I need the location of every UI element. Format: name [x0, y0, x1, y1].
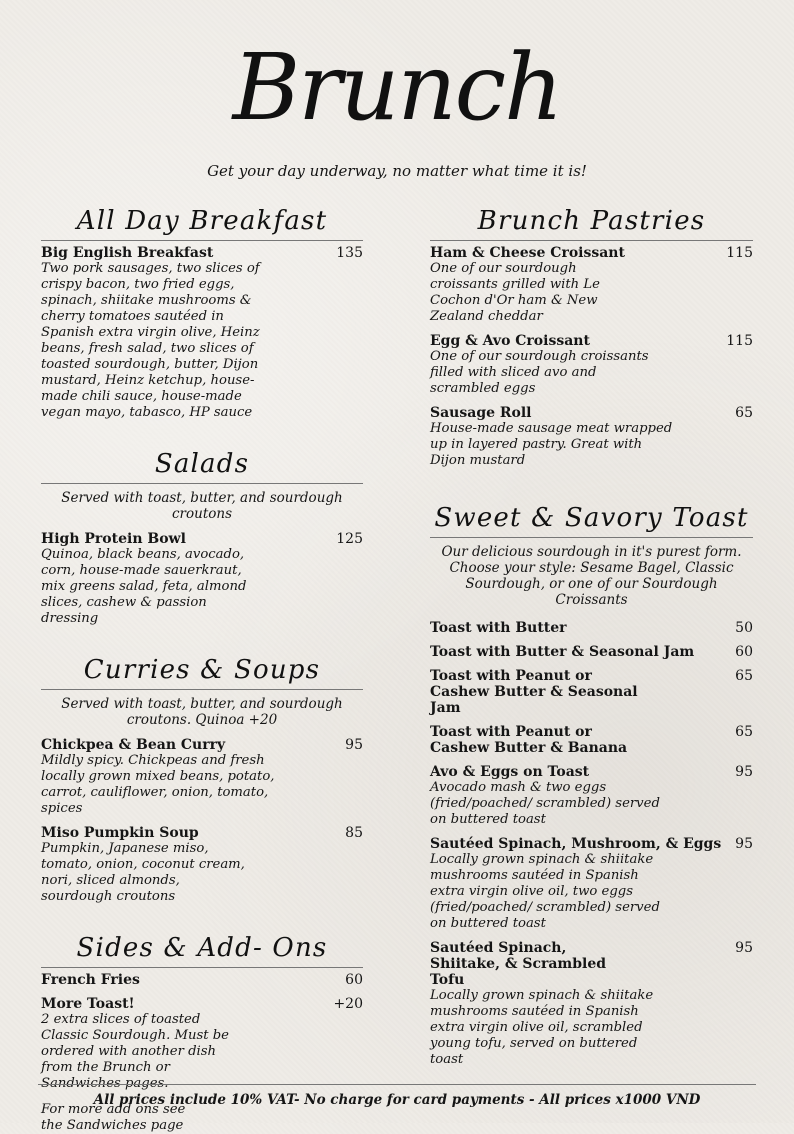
item-price: 125 [336, 531, 363, 547]
menu-item [430, 333, 753, 397]
section-heading: Brunch Pastries [430, 204, 753, 241]
item-name: Toast with Peanut or Cashew Butter & Seasonal Jam [430, 668, 638, 716]
item-price: 95 [735, 764, 753, 780]
item-price: 95 [735, 940, 753, 956]
item-name: Miso Pumpkin Soup [41, 825, 199, 841]
item-price: 60 [345, 972, 363, 988]
section-curries [41, 653, 363, 905]
footer-note: All prices include 10% VAT- No charge for card payments - All prices x1000 VND [93, 1092, 701, 1108]
item-name: Ham & Cheese Croissant [430, 245, 625, 261]
item-name: Toast with Butter [430, 620, 567, 636]
menu-item [430, 405, 753, 469]
menu-item [430, 644, 753, 660]
item-name: Avo & Eggs on Toast [430, 764, 590, 780]
item-price: 95 [345, 737, 363, 753]
item-price: 65 [735, 405, 753, 421]
menu-item [430, 940, 753, 1068]
sides-note: For more add ons see the Sandwiches page [41, 1102, 186, 1133]
footer-divider [38, 1084, 756, 1085]
item-description: Locally grown spinach & shiitake mushrooms sautéed in Spanish extra virgin olive oil, scrambled young tofu, served on buttered toast [430, 988, 654, 1067]
menu-item [41, 972, 363, 988]
section-note: Served with toast, butter, and sourdough croutons. Quinoa +20 [61, 696, 343, 728]
item-name: Toast with Peanut or Cashew Butter & Banana [430, 724, 628, 756]
item-description: 2 extra slices of toasted Classic Sourdough. Must be ordered with another dish from the Brunch or Sandwiches pages. [41, 1012, 229, 1091]
item-name: Chickpea & Bean Curry [41, 737, 226, 753]
item-description: Two pork sausages, two slices of crispy bacon, two fried eggs, spinach, shiitake mushrooms & cherry tomatoes sautéed in Spanish extra virgin olive, Heinz beans, fresh salad, two slices of toasted sourdough, butter, Dijon mustard, Heinz ketchup, house-made chili sauce, house-made vegan mayo, tabasco, HP sauce [41, 261, 260, 420]
item-name: Big English Breakfast [41, 245, 214, 261]
item-price: 65 [735, 724, 753, 740]
item-price: 115 [726, 333, 753, 349]
section-note: Served with toast, butter, and sourdough croutons [61, 490, 343, 522]
section-note: Our delicious sourdough in it's purest form. Choose your style: Sesame Bagel, Classic Sourdough, or one of our Sourdough Croissants [441, 544, 742, 608]
menu-item [430, 245, 753, 325]
item-price: 115 [726, 245, 753, 261]
right-column [430, 204, 753, 1076]
section-breakfast [41, 204, 363, 421]
menu-item [430, 620, 753, 636]
menu-item [41, 996, 363, 1092]
menu-item [41, 737, 363, 817]
item-name: Toast with Butter & Seasonal Jam [430, 644, 695, 660]
item-name: Sausage Roll [430, 405, 532, 421]
menu-title: Brunch [232, 34, 562, 141]
item-description: Mildly spicy. Chickpeas and fresh locally grown mixed beans, potato, carrot, cauliflower, onion, tomato, spices [41, 753, 275, 816]
menu-tagline: Get your day underway, no matter what time it is! [207, 162, 587, 180]
item-description: House-made sausage meat wrapped up in layered pastry. Great with Dijon mustard [430, 421, 673, 468]
menu-item [41, 245, 363, 421]
menu-item [41, 825, 363, 905]
item-name: Sautéed Spinach, Shiitake, & Scrambled Tofu [430, 940, 607, 988]
item-description: Avocado mash & two eggs (fried/poached/ scrambled) served on buttered toast [430, 780, 660, 827]
item-description: Locally grown spinach & shiitake mushrooms sautéed in Spanish extra virgin olive oil, two eggs (fried/poached/ scrambled) served on buttered toast [430, 852, 660, 931]
item-price: 50 [735, 620, 753, 636]
item-description: Pumpkin, Japanese miso, tomato, onion, coconut cream, nori, sliced almonds, sourdough croutons [41, 841, 245, 904]
section-toast [430, 501, 753, 1068]
item-price: 65 [735, 668, 753, 684]
menu-item [430, 668, 753, 716]
item-name: French Fries [41, 972, 140, 988]
item-name: Egg & Avo Croissant [430, 333, 590, 349]
item-price: 85 [345, 825, 363, 841]
section-heading: Sweet & Savory Toast [430, 501, 753, 538]
item-name: High Protein Bowl [41, 531, 186, 547]
section-heading: All Day Breakfast [41, 204, 363, 241]
item-description: One of our sourdough croissants grilled with Le Cochon d'Or ham & New Zealand cheddar [430, 261, 600, 324]
item-price: 135 [336, 245, 363, 261]
section-heading: Curries & Soups [41, 653, 363, 690]
menu-item [430, 764, 753, 828]
item-price: +20 [333, 996, 363, 1012]
item-price: 95 [735, 836, 753, 852]
item-description: Quinoa, black beans, avocado, corn, house-made sauerkraut, mix greens salad, feta, almond slices, cashew & passion dressing [41, 547, 247, 626]
item-name: More Toast! [41, 996, 135, 1012]
left-column [41, 204, 363, 1134]
section-pastries [430, 204, 753, 469]
menu-item [41, 531, 363, 627]
menu-item [430, 724, 753, 756]
item-price: 60 [735, 644, 753, 660]
item-description: One of our sourdough croissants filled with sliced avo and scrambled eggs [430, 349, 649, 396]
section-heading: Salads [41, 447, 363, 484]
item-name: Sautéed Spinach, Mushroom, & Eggs [430, 836, 722, 852]
section-salads [41, 447, 363, 627]
section-heading: Sides & Add- Ons [41, 931, 363, 968]
menu-item [430, 836, 753, 932]
